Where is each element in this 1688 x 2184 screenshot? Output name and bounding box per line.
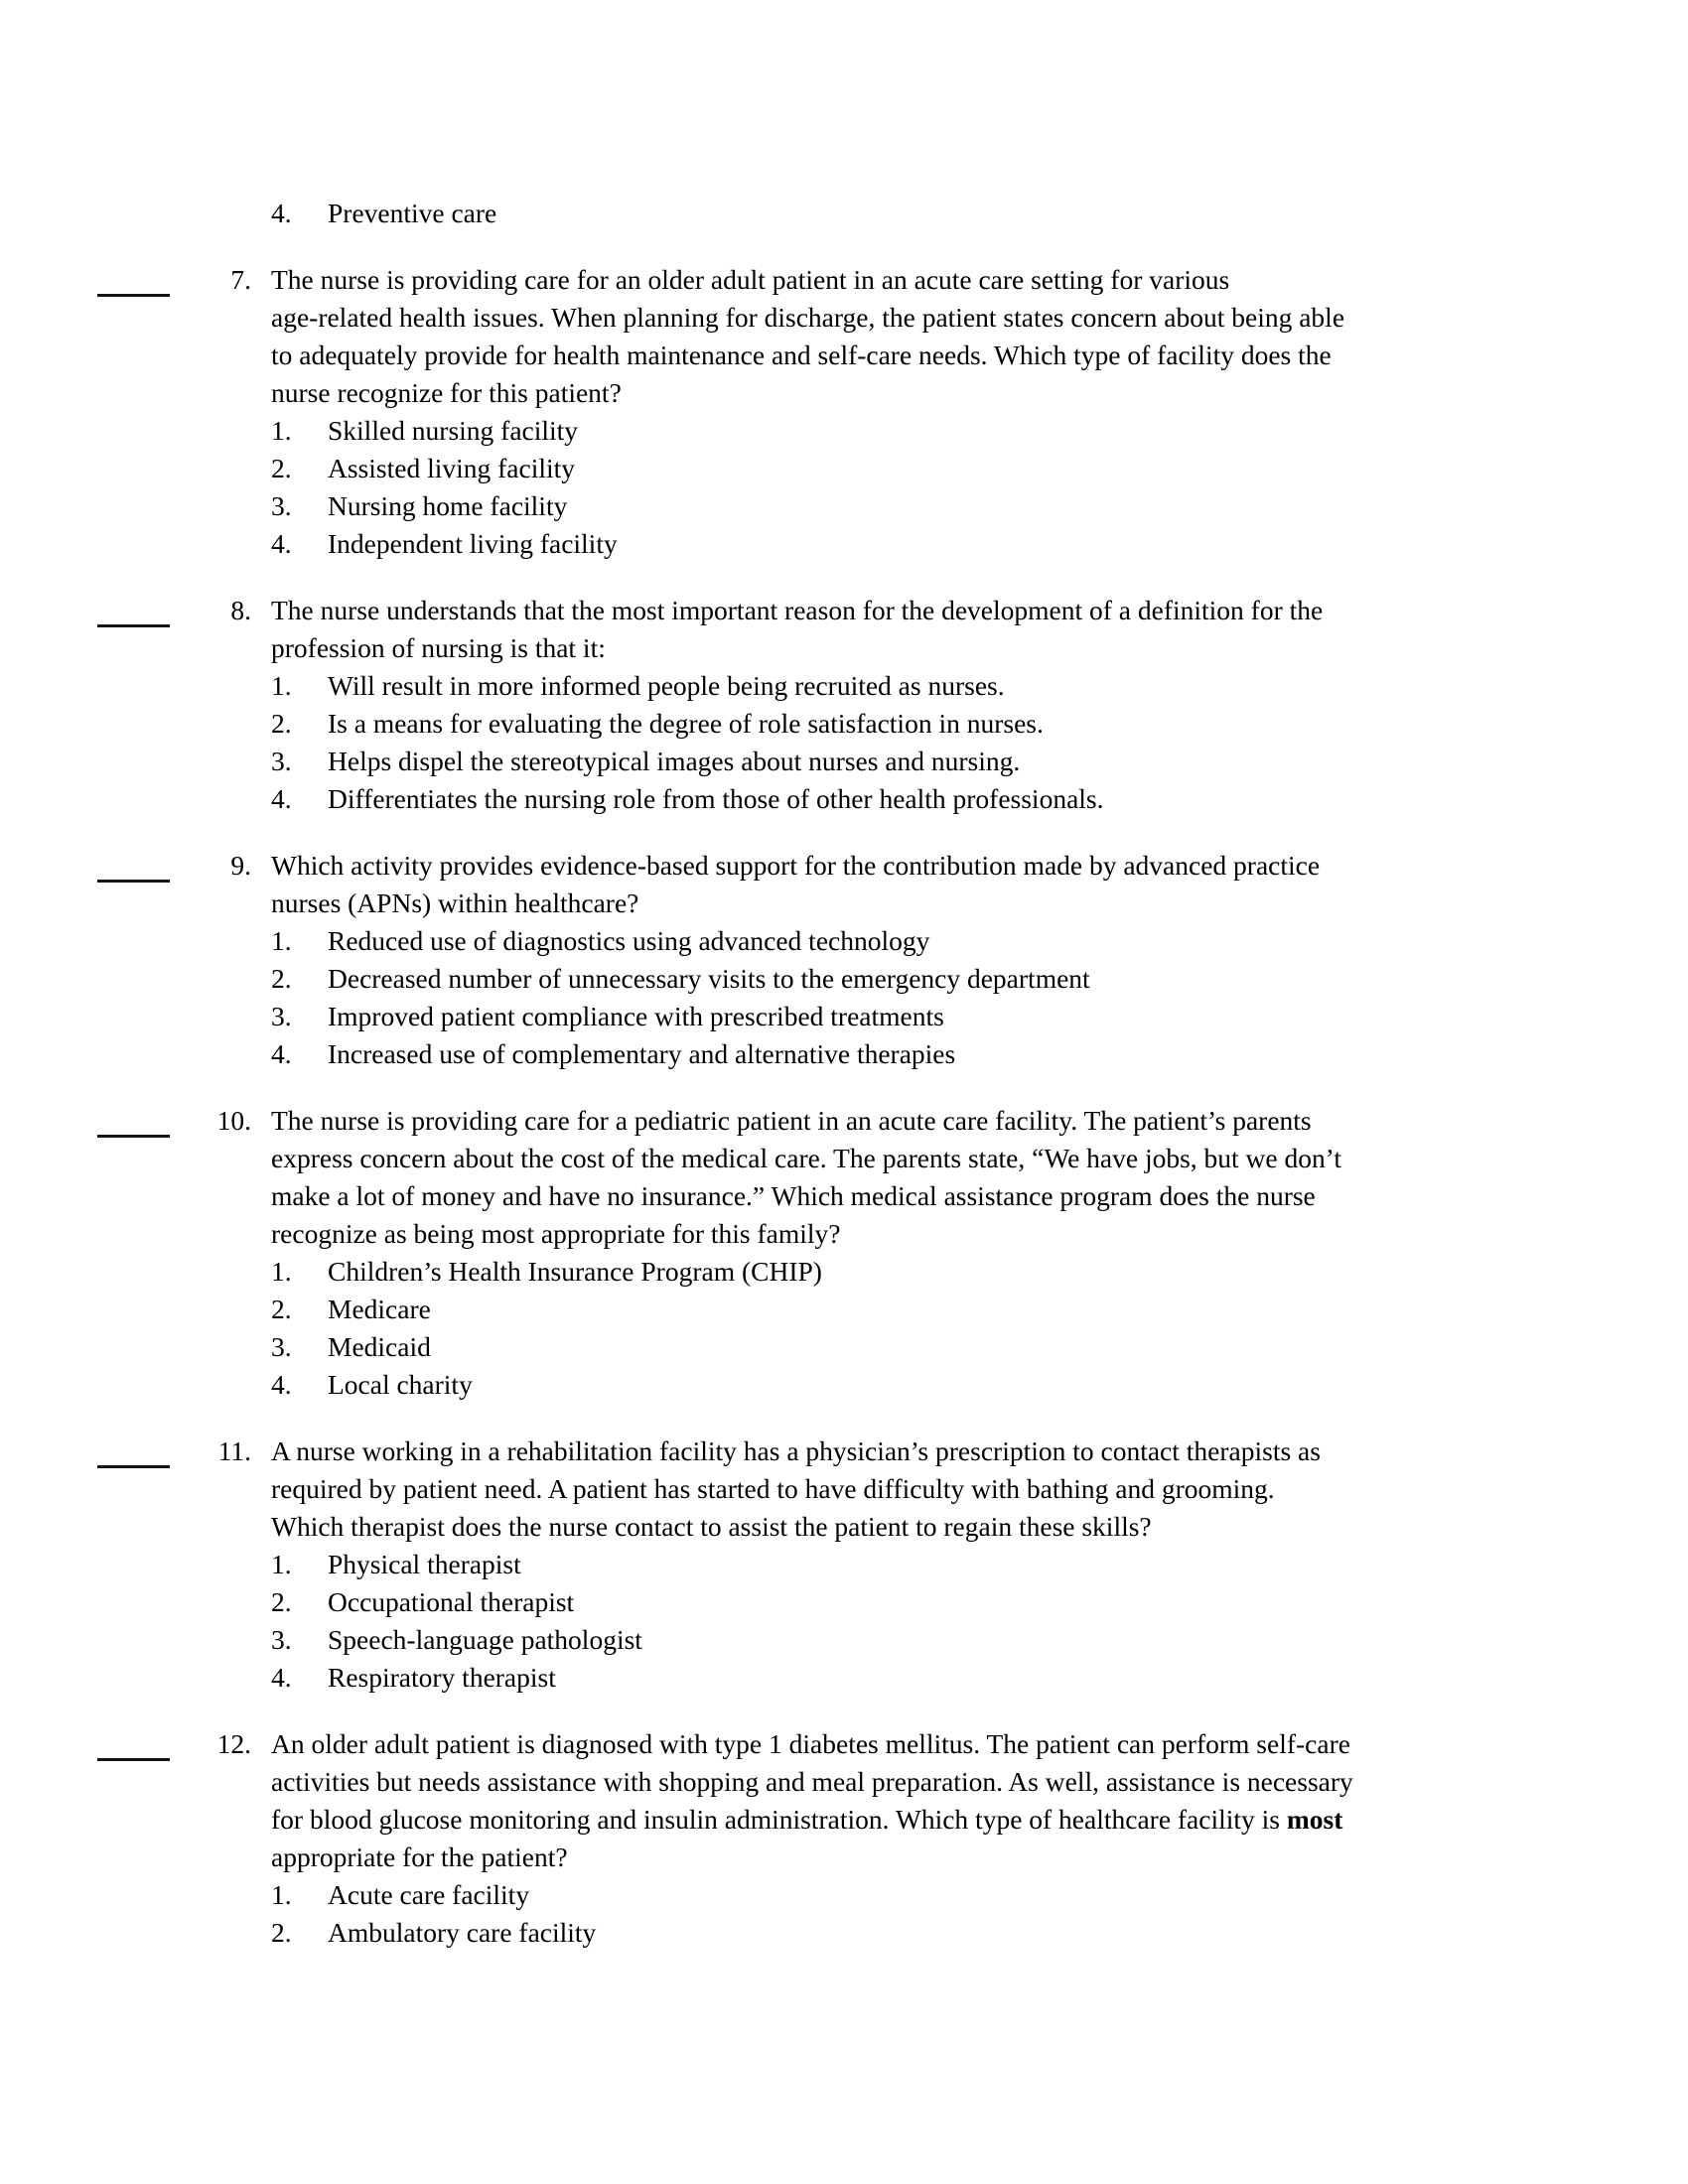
- option-number: 1.: [271, 670, 292, 701]
- question-stem-line: [271, 261, 1688, 299]
- question-block: [0, 847, 1688, 1073]
- question-stem-line: [271, 1508, 1688, 1546]
- answer-option: [271, 1035, 1688, 1073]
- stem-text: to adequately provide for health maintenance and self-care needs. Which type of facility does the: [271, 340, 1332, 370]
- option-number: 2.: [271, 963, 292, 994]
- option-number: 3.: [271, 490, 292, 521]
- answer-option: [271, 525, 1688, 563]
- answer-option: [271, 667, 1688, 705]
- option-text: Independent living facility: [328, 528, 618, 559]
- option-text: Helps dispel the stereotypical images about nurses and nursing.: [328, 746, 1021, 776]
- option-text: Skilled nursing facility: [328, 415, 579, 446]
- option-number: 1.: [271, 1256, 292, 1287]
- option-number: 2.: [271, 1294, 292, 1324]
- stem-text: make a lot of money and have no insurance.” Which medical assistance program does the nurse: [271, 1180, 1316, 1211]
- stem-text: The nurse is providing care for an older adult patient in an acute care setting for various: [271, 264, 1230, 295]
- question-block: [0, 1102, 1688, 1404]
- answer-option: [271, 1876, 1688, 1914]
- question-stem-line: [271, 1839, 1688, 1876]
- stem-text: Which therapist does the nurse contact to assist the patient to regain these skills?: [271, 1511, 1152, 1542]
- option-text: Is a means for evaluating the degree of role satisfaction in nurses.: [328, 708, 1044, 739]
- stem-text: recognize as being most appropriate for this family?: [271, 1218, 841, 1249]
- question-stem-line: [271, 1215, 1688, 1253]
- question-stem-line: [271, 374, 1688, 412]
- question-block: [0, 261, 1688, 563]
- option-number: 4.: [271, 1662, 292, 1693]
- question-stem-line: [271, 1763, 1688, 1801]
- question-stem-line: [271, 1140, 1688, 1177]
- option-text: Nursing home facility: [328, 490, 568, 521]
- option-number: 4.: [271, 1369, 292, 1400]
- question-block: [0, 1725, 1688, 1952]
- stem-text-bold: most: [1286, 1804, 1343, 1835]
- question-body: [271, 261, 1688, 563]
- question-stem-line: [271, 1470, 1688, 1508]
- option-text: Children’s Health Insurance Program (CHIP): [328, 1256, 822, 1287]
- answer-option: [271, 960, 1688, 998]
- question-body: [271, 1725, 1688, 1952]
- answer-option: [271, 1546, 1688, 1583]
- option-text: Preventive care: [328, 198, 497, 228]
- question-number: 9.: [230, 850, 251, 881]
- answer-option: [271, 998, 1688, 1035]
- option-number: 3.: [271, 1331, 292, 1362]
- question-block: [0, 592, 1688, 818]
- stem-text: The nurse understands that the most important reason for the development of a definition for the: [271, 595, 1324, 625]
- question-body: [271, 1433, 1688, 1697]
- option-text: Respiratory therapist: [328, 1662, 556, 1693]
- question-number: 7.: [230, 264, 251, 295]
- answer-option: [271, 705, 1688, 743]
- answer-option: [271, 922, 1688, 960]
- option-number: 2.: [271, 708, 292, 739]
- option-text: Local charity: [328, 1369, 473, 1400]
- stem-text: A nurse working in a rehabilitation facility has a physician’s prescription to contact therapists as: [271, 1435, 1321, 1466]
- stem-text: for blood glucose monitoring and insulin administration. Which type of healthcare facility is: [271, 1804, 1287, 1835]
- answer-option: [271, 1291, 1688, 1328]
- answer-option: [271, 1583, 1688, 1621]
- answer-option: [271, 1659, 1688, 1697]
- option-text: Medicare: [328, 1294, 431, 1324]
- stem-text: appropriate for the patient?: [271, 1842, 568, 1872]
- answer-option: [271, 1253, 1688, 1291]
- answer-option: [271, 743, 1688, 780]
- question-body: [271, 1102, 1688, 1404]
- question-stem-line: [271, 1725, 1688, 1763]
- option-text: Improved patient compliance with prescribed treatments: [328, 1001, 944, 1031]
- stem-text: express concern about the cost of the medical care. The parents state, “We have jobs, but we don’t: [271, 1143, 1342, 1173]
- question-stem-line: [271, 885, 1688, 922]
- question-stem-line: [271, 1801, 1688, 1839]
- question-stem-line: [271, 1102, 1688, 1140]
- question-stem-line: [271, 337, 1688, 374]
- option-number: 3.: [271, 1001, 292, 1031]
- option-number: 3.: [271, 746, 292, 776]
- questions-container: [0, 261, 1688, 1952]
- question-stem-line: [271, 1177, 1688, 1215]
- question-number: 11.: [217, 1435, 251, 1466]
- option-number: 3.: [271, 1624, 292, 1655]
- stem-text: activities but needs assistance with shopping and meal preparation. As well, assistance is necessary: [271, 1766, 1353, 1797]
- stem-text: age-related health issues. When planning for discharge, the patient states concern about being able: [271, 302, 1345, 333]
- question-stem-line: [271, 629, 1688, 667]
- option-text: Acute care facility: [328, 1879, 530, 1910]
- option-number: 2.: [271, 1586, 292, 1617]
- question-stem-line: [271, 847, 1688, 885]
- question-number: 8.: [230, 595, 251, 625]
- question-number: 10.: [216, 1105, 251, 1136]
- question-body: [271, 592, 1688, 818]
- option-text: Will result in more informed people being recruited as nurses.: [328, 670, 1005, 701]
- option-text: Assisted living facility: [328, 453, 576, 483]
- question-stem-line: [271, 592, 1688, 629]
- stem-text: nurse recognize for this patient?: [271, 377, 622, 408]
- stem-text: Which activity provides evidence-based support for the contribution made by advanced practice: [271, 850, 1321, 881]
- option-text: Increased use of complementary and alternative therapies: [328, 1038, 956, 1069]
- option-number: 4.: [271, 783, 292, 814]
- stem-text: nurses (APNs) within healthcare?: [271, 887, 639, 918]
- question-stem-line: [271, 1433, 1688, 1470]
- option-text: Differentiates the nursing role from those of other health professionals.: [328, 783, 1104, 814]
- answer-option: [271, 487, 1688, 525]
- option-number: 2.: [271, 1917, 292, 1948]
- answer-option: [271, 1366, 1688, 1404]
- option-number: 4.: [271, 528, 292, 559]
- question-body: [271, 847, 1688, 1073]
- option-number: 4.: [271, 1038, 292, 1069]
- option-text: Reduced use of diagnostics using advanced technology: [328, 925, 930, 956]
- option-number: 2.: [271, 453, 292, 483]
- option-text: Ambulatory care facility: [328, 1917, 597, 1948]
- carryover-option: [0, 195, 1688, 232]
- answer-option: [271, 1914, 1688, 1952]
- option-text: Speech-language pathologist: [328, 1624, 642, 1655]
- option-number: 4.: [271, 198, 292, 228]
- answer-option: [271, 780, 1688, 818]
- option-number: 1.: [271, 415, 292, 446]
- option-text: Medicaid: [328, 1331, 431, 1362]
- answer-option: [271, 1328, 1688, 1366]
- stem-text: An older adult patient is diagnosed with type 1 diabetes mellitus. The patient can perform self-care: [271, 1728, 1350, 1759]
- page-content: [0, 195, 1688, 1952]
- option-text: Decreased number of unnecessary visits to the emergency department: [328, 963, 1090, 994]
- answer-option: [271, 1621, 1688, 1659]
- answer-option: [271, 450, 1688, 487]
- question-stem-line: [271, 299, 1688, 337]
- question-block: [0, 1433, 1688, 1697]
- option-text: Occupational therapist: [328, 1586, 575, 1617]
- answer-option: [271, 412, 1688, 450]
- stem-text: The nurse is providing care for a pediatric patient in an acute care facility. The patient’s parents: [271, 1105, 1312, 1136]
- option-number: 1.: [271, 925, 292, 956]
- option-number: 1.: [271, 1879, 292, 1910]
- option-number: 1.: [271, 1549, 292, 1579]
- option-text: Physical therapist: [328, 1549, 521, 1579]
- stem-text: profession of nursing is that it:: [271, 632, 606, 663]
- stem-text: required by patient need. A patient has started to have difficulty with bathing and grooming.: [271, 1473, 1275, 1504]
- question-number: 12.: [216, 1728, 251, 1759]
